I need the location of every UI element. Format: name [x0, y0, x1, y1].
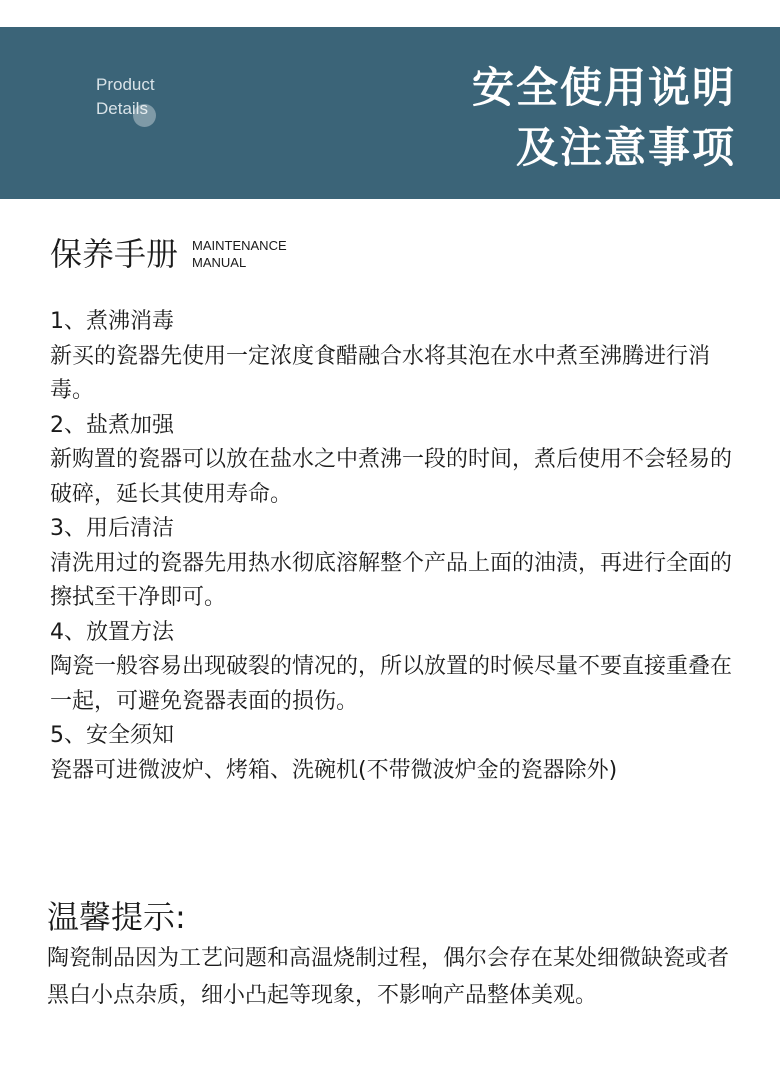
page-title-line1: 安全使用说明 — [471, 63, 736, 112]
maintenance-list — [50, 305, 750, 788]
item-body: 新购置的瓷器可以放在盐水之中煮沸一段的时间，煮后使用不会轻易的破碎，延长其使用寿命。 — [50, 447, 733, 507]
maintenance-subtitle-line2: MANUAL — [192, 255, 247, 270]
product-details-line1: Product — [96, 75, 155, 94]
item-body: 新买的瓷器先使用一定浓度食醋融合水将其泡在水中煮至沸腾进行消毒。 — [50, 343, 711, 403]
item-body: 清洗用过的瓷器先用热水彻底溶解整个产品上面的油渍，再进行全面的擦拭至干净即可。 — [50, 550, 733, 610]
product-details-line2: Details — [96, 99, 148, 118]
item-heading: 5、安全须知 — [50, 723, 174, 748]
page-title-line2: 及注意事项 — [515, 123, 736, 172]
item-heading: 1、煮沸消毒 — [50, 309, 174, 334]
maintenance-heading — [50, 232, 287, 276]
item-heading: 2、盐煮加强 — [50, 412, 174, 438]
page-title — [472, 58, 736, 178]
item-body: 瓷器可进微波炉、烤箱、洗碗机(不带微波炉金的瓷器除外) — [50, 757, 618, 783]
tips-text: 陶瓷制品因为工艺问题和高温烧制过程，偶尔会存在某处细微缺瓷或者黑白小点杂质，细小凸起等现象，不影响产品整体美观。 — [47, 946, 730, 1008]
item-heading: 4、放置方法 — [50, 619, 174, 645]
item-heading: 3、用后清洁 — [50, 516, 174, 541]
maintenance-subtitle-line1: MAINTENANCE — [192, 238, 287, 253]
maintenance-title: 保养手册 — [50, 235, 179, 273]
tips-title: 温馨提示: — [47, 898, 186, 936]
maintenance-subtitle — [192, 237, 287, 271]
item-body: 陶瓷一般容易出现破裂的情况的，所以放置的时候尽量不要直接重叠在一起，可避免瓷器表面的损伤。 — [50, 654, 733, 714]
decorative-dot — [133, 104, 156, 127]
